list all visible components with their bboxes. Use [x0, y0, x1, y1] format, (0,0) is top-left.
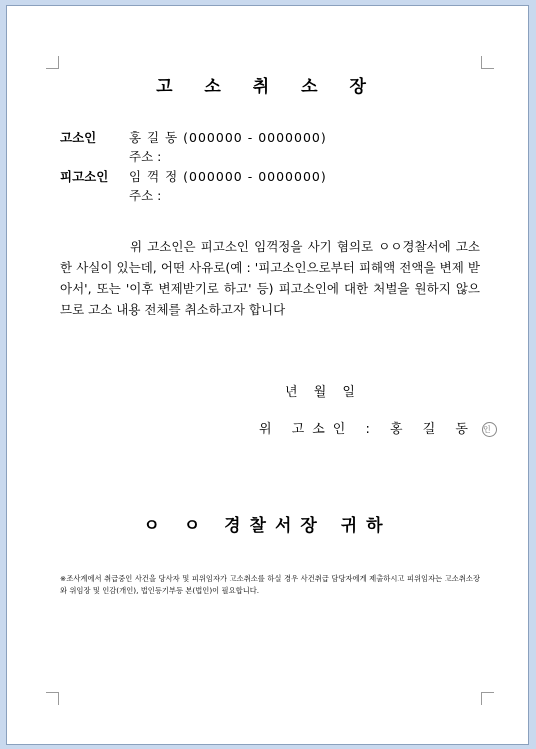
seal-mark: 인	[482, 422, 497, 437]
margin-corner-bottom-left	[46, 692, 59, 705]
accused-address-label: 주소 :	[129, 188, 162, 203]
document-title: 고 소 취 소 장	[156, 77, 379, 97]
margin-corner-bottom-right	[481, 692, 494, 705]
signer-line	[259, 418, 497, 437]
date-line: 년 월 일	[285, 385, 361, 400]
signer-text: 위 고소인 : 홍 길 동	[259, 422, 476, 437]
margin-corner-top-left	[46, 56, 59, 69]
addressee-line: ㅇ ㅇ 경찰서장 귀하	[143, 516, 392, 536]
complainant-name: 홍 길 동 (000000 - 0000000)	[129, 130, 327, 145]
body-paragraph	[60, 236, 480, 320]
complainant-address-label: 주소 :	[129, 149, 162, 164]
complainant-role: 고소인	[60, 130, 97, 145]
margin-corner-top-right	[481, 56, 494, 69]
body-text: 위 고소인은 피고소인 임꺽정을 사기 혐의로 ㅇㅇ경찰서에 고소한 사실이 있는데, 어떤 사유로(예 : '피고소인으로부터 피해액 전액을 변제 받아서', 또는 '이후 변제받기로 하고' 등) 피고소인에 대한 처벌을 원하지 않으므로 고소 내용 전체를 취소하고자 합니다	[60, 239, 480, 317]
footnote: ※조사계에서 취급중인 사건을 당사자 및 피위임자가 고소취소를 하실 경우 사건취급 담당자에게 제출하시고 피위임자는 고소취소장와 위임장 및 인감(개인), 법인등기부등 본(법인)이 필요합니다.	[60, 574, 480, 595]
document-page	[6, 5, 529, 745]
accused-name: 임 꺽 정 (000000 - 0000000)	[129, 169, 327, 184]
accused-role: 피고소인	[60, 169, 109, 184]
